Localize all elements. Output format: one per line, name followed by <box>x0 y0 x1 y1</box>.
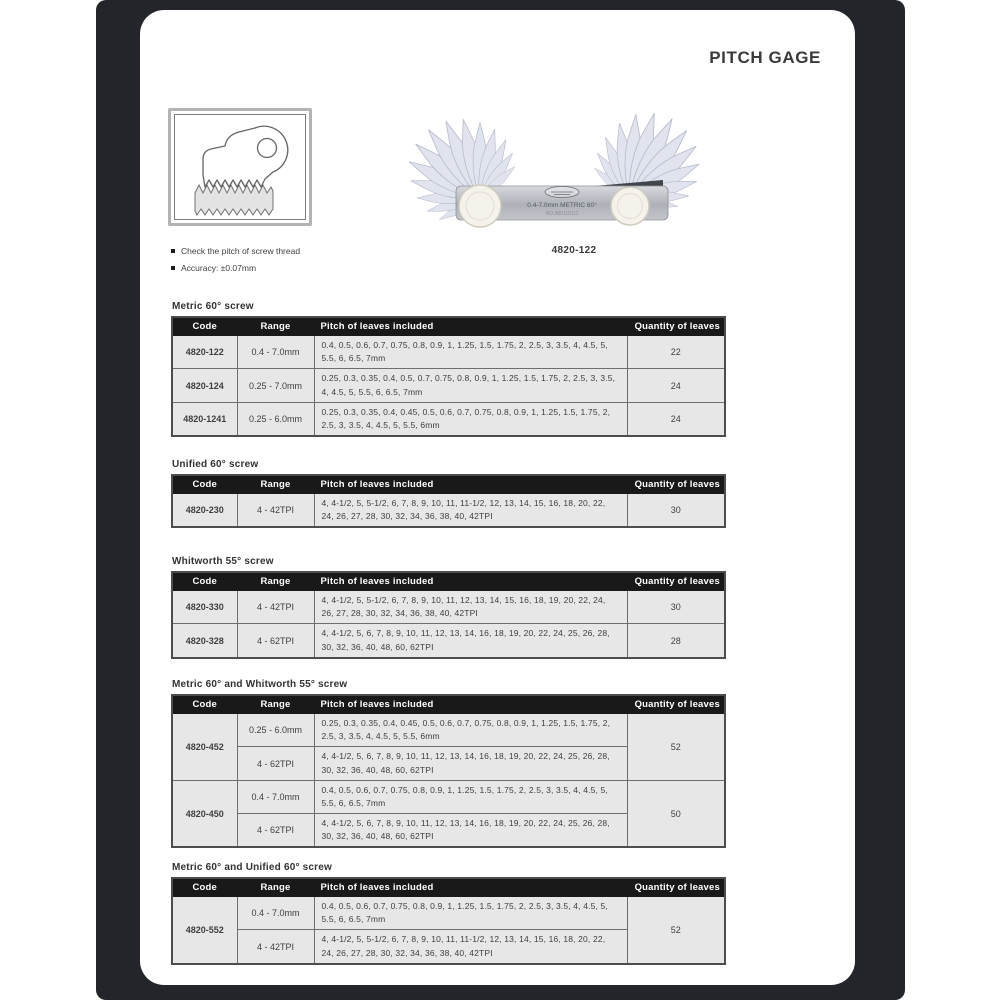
table-row <box>172 624 725 658</box>
leaf-usage-diagram <box>168 108 312 226</box>
leaf-diagram-drawing <box>175 115 311 225</box>
cell-pitch: 4, 4-1/2, 5, 5-1/2, 6, 7, 8, 9, 10, 11, 11-1/2, 12, 13, 14, 15, 16, 18, 20, 22, 24, 26, 27, 28, 30, 32, 34, 36, 38, 40, 42TPI <box>314 494 627 528</box>
column-header: Code <box>172 475 237 494</box>
cell-pitch: 0.4, 0.5, 0.6, 0.7, 0.75, 0.8, 0.9, 1, 1.25, 1.5, 1.75, 2, 2.5, 3, 3.5, 4, 4.5, 5, 5.5, 6, 6.5, 7mm <box>314 780 627 813</box>
table-row <box>172 714 725 747</box>
cell-code: 4820-330 <box>172 591 237 624</box>
cell-pitch: 0.25, 0.3, 0.35, 0.4, 0.5, 0.7, 0.75, 0.8, 0.9, 1, 1.25, 1.5, 1.75, 2, 2.5, 3, 3.5, 4, 4.5, 5, 5.5, 6, 6.5, 7mm <box>314 369 627 402</box>
table-row <box>172 780 725 813</box>
feature-list <box>171 246 300 280</box>
left-nut <box>459 185 501 227</box>
column-header: Pitch of leaves included <box>314 317 627 336</box>
cell-quantity: 52 <box>627 714 725 781</box>
cell-range: 4 - 62TPI <box>237 747 314 780</box>
header-row <box>172 572 725 591</box>
pitch-gage-photo <box>368 86 740 244</box>
feature-item <box>171 246 300 256</box>
cell-range: 4 - 62TPI <box>237 624 314 658</box>
header-row <box>172 475 725 494</box>
column-header: Range <box>237 878 314 897</box>
column-header: Quantity of leaves <box>627 475 725 494</box>
section-unified-60 <box>171 459 727 528</box>
section-title: Whitworth 55° screw <box>172 556 274 567</box>
cell-code: 4820-122 <box>172 336 237 369</box>
column-header: Pitch of leaves included <box>314 572 627 591</box>
cell-range: 4 - 42TPI <box>237 591 314 624</box>
cell-code: 4820-328 <box>172 624 237 658</box>
column-header: Range <box>237 572 314 591</box>
column-header: Code <box>172 572 237 591</box>
catalog-page <box>140 10 855 985</box>
page-title: PITCH GAGE <box>709 48 821 67</box>
cell-range: 0.25 - 7.0mm <box>237 369 314 402</box>
cell-range: 0.25 - 6.0mm <box>237 714 314 747</box>
spec-table <box>171 316 726 437</box>
cell-pitch: 0.4, 0.5, 0.6, 0.7, 0.75, 0.8, 0.9, 1, 1.25, 1.5, 1.75, 2, 2.5, 3, 3.5, 4, 4.5, 5, 5.5, 6, 6.5, 7mm <box>314 336 627 369</box>
section-title: Metric 60° screw <box>172 301 254 312</box>
spec-table <box>171 694 726 848</box>
column-header: Quantity of leaves <box>627 878 725 897</box>
column-header: Pitch of leaves included <box>314 475 627 494</box>
column-header: Code <box>172 695 237 714</box>
leaf-hole <box>258 139 277 158</box>
section-metric-whitworth <box>171 679 727 848</box>
column-header: Code <box>172 317 237 336</box>
table-row <box>172 402 725 436</box>
right-nut <box>611 187 649 225</box>
column-header: Code <box>172 878 237 897</box>
cell-range: 0.25 - 6.0mm <box>237 402 314 436</box>
cell-pitch: 4, 4-1/2, 5, 6, 7, 8, 9, 10, 11, 12, 13, 14, 16, 18, 19, 20, 22, 24, 25, 26, 28, 30, 32, 36, 40, 48, 60, 62TPI <box>314 814 627 848</box>
header-row <box>172 317 725 336</box>
table-row <box>172 494 725 528</box>
cell-code: 4820-452 <box>172 714 237 781</box>
cell-pitch: 0.4, 0.5, 0.6, 0.7, 0.75, 0.8, 0.9, 1, 1.25, 1.5, 1.75, 2, 2.5, 3, 3.5, 4, 4.5, 5, 5.5, 6, 6.5, 7mm <box>314 897 627 930</box>
spec-table <box>171 571 726 659</box>
cell-quantity: 52 <box>627 897 725 964</box>
column-header: Range <box>237 695 314 714</box>
cell-quantity: 30 <box>627 494 725 528</box>
section-whitworth-55 <box>171 556 727 659</box>
table-row <box>172 897 725 930</box>
leaf-usage-diagram-inner <box>174 114 306 220</box>
column-header: Pitch of leaves included <box>314 878 627 897</box>
section-metric-60 <box>171 301 727 437</box>
cell-pitch: 4, 4-1/2, 5, 5-1/2, 6, 7, 8, 9, 10, 11, 12, 13, 14, 15, 16, 18, 19, 20, 22, 24, 26, 27, 28, 30, 32, 34, 36, 38, 40, 42TPI <box>314 591 627 624</box>
cell-pitch: 0.25, 0.3, 0.35, 0.4, 0.45, 0.5, 0.6, 0.7, 0.75, 0.8, 0.9, 1, 1.25, 1.5, 1.75, 2, 2.5, 3, 3.5, 4, 4.5, 5, 5.5, 6mm <box>314 714 627 747</box>
header-row <box>172 695 725 714</box>
header-row <box>172 878 725 897</box>
gage-marking-serial: NO.380110111 <box>545 211 579 217</box>
square-bullet-icon <box>171 249 175 253</box>
cell-quantity: 30 <box>627 591 725 624</box>
cell-code: 4820-450 <box>172 780 237 847</box>
spec-table <box>171 877 726 965</box>
pitch-gage-drawing <box>368 86 740 244</box>
gage-marking-range: 0.4-7.0mm METRIC 60° <box>527 202 597 209</box>
feature-item <box>171 263 300 273</box>
cell-range: 4 - 42TPI <box>237 494 314 528</box>
cell-quantity: 22 <box>627 336 725 369</box>
cell-quantity: 24 <box>627 369 725 402</box>
cell-code: 4820-1241 <box>172 402 237 436</box>
cell-range: 4 - 62TPI <box>237 814 314 848</box>
cell-quantity: 50 <box>627 780 725 847</box>
cell-code: 4820-124 <box>172 369 237 402</box>
spec-table <box>171 474 726 528</box>
section-metric-unified <box>171 862 727 965</box>
column-header: Quantity of leaves <box>627 695 725 714</box>
section-title: Unified 60° screw <box>172 459 259 470</box>
square-bullet-icon <box>171 266 175 270</box>
table-row <box>172 369 725 402</box>
cell-pitch: 4, 4-1/2, 5, 6, 7, 8, 9, 10, 11, 12, 13, 14, 16, 18, 19, 20, 22, 24, 25, 26, 28, 30, 32, 36, 40, 48, 60, 62TPI <box>314 747 627 780</box>
feature-text: Accuracy: ±0.07mm <box>181 263 257 273</box>
table-row <box>172 336 725 369</box>
column-header: Range <box>237 475 314 494</box>
gage-leaf-outline <box>203 126 288 187</box>
column-header: Quantity of leaves <box>627 572 725 591</box>
column-header: Pitch of leaves included <box>314 695 627 714</box>
section-title: Metric 60° and Whitworth 55° screw <box>172 679 348 690</box>
column-header: Quantity of leaves <box>627 317 725 336</box>
table-row <box>172 591 725 624</box>
thread-block <box>195 185 273 215</box>
cell-code: 4820-552 <box>172 897 237 964</box>
cell-quantity: 24 <box>627 402 725 436</box>
cell-quantity: 28 <box>627 624 725 658</box>
feature-text: Check the pitch of screw thread <box>181 246 301 256</box>
cell-range: 4 - 42TPI <box>237 930 314 964</box>
cell-code: 4820-230 <box>172 494 237 528</box>
section-title: Metric 60° and Unified 60° screw <box>172 862 333 873</box>
cell-range: 0.4 - 7.0mm <box>237 780 314 813</box>
cell-pitch: 4, 4-1/2, 5, 6, 7, 8, 9, 10, 11, 12, 13, 14, 16, 18, 19, 20, 22, 24, 25, 26, 28, 30, 32, 36, 40, 48, 60, 62TPI <box>314 624 627 658</box>
product-code-caption: 4820-122 <box>551 245 597 256</box>
cell-pitch: 0.25, 0.3, 0.35, 0.4, 0.45, 0.5, 0.6, 0.7, 0.75, 0.8, 0.9, 1, 1.25, 1.5, 1.75, 2, 2.5, 3, 3.5, 4, 4.5, 5, 5.5, 6mm <box>314 402 627 436</box>
column-header: Range <box>237 317 314 336</box>
cell-pitch: 4, 4-1/2, 5, 5-1/2, 6, 7, 8, 9, 10, 11, 11-1/2, 12, 13, 14, 15, 16, 18, 20, 22, 24, 26, 27, 28, 30, 32, 34, 36, 38, 40, 42TPI <box>314 930 627 964</box>
cell-range: 0.4 - 7.0mm <box>237 336 314 369</box>
cell-range: 0.4 - 7.0mm <box>237 897 314 930</box>
